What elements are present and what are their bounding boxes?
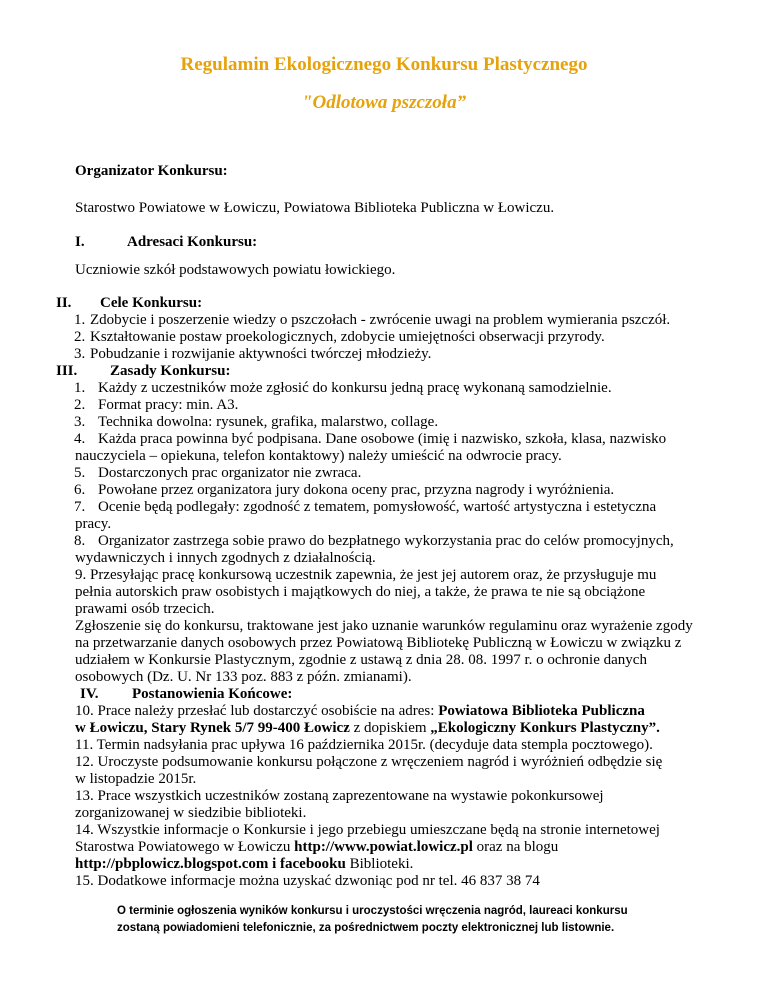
item-text: Powołane przez organizatora jury dokona oceny prac, przyzna nagrody i wyróżnienia. — [98, 482, 615, 498]
section-1-heading — [75, 234, 715, 251]
section-1-title: Adresaci Konkursu: — [127, 234, 258, 250]
item-number: 4. — [74, 431, 86, 447]
consent-text: udziałem w Konkursie Plastycznym, zgodnie z ustawą z dnia 28. 08. 1997 r. o ochronie danych — [75, 652, 647, 668]
item-number: 5. — [74, 465, 86, 481]
item-number: 8. — [74, 533, 86, 549]
blog-link[interactable]: http://pbplowicz.blogspot.com i facebooku — [75, 856, 346, 872]
item-text: Organizator zastrzega sobie prawo do bezpłatnego wykorzystania prac do celów promocyjnych, — [98, 533, 674, 549]
rule-item-continuation — [75, 856, 715, 873]
rule-item — [74, 380, 714, 397]
section-1-text: Uczniowie szkół podstawowych powiatu łowickiego. — [75, 262, 396, 278]
rule-item — [74, 397, 714, 414]
consent-text: na przetwarzanie danych osobowych przez Powiatową Bibliotekę Publiczną w Łowiczu w związku z — [75, 635, 682, 651]
section-3-number: III. — [56, 363, 78, 379]
item-text: Format pracy: min. A3. — [98, 397, 239, 413]
rule-item: 14. Wszystkie informacje o Konkursie i jego przebiegu umieszczane będą na stronie internetowej — [75, 822, 660, 838]
item-text: Pobudzanie i rozwijanie aktywności twórczej młodzieży. — [90, 346, 432, 362]
consent-text: Zgłoszenie się do konkursu, traktowane jest jako uznanie warunków regulaminu oraz wyrażenie zgody — [75, 618, 693, 634]
section-2-number: II. — [56, 295, 72, 311]
rule-item: 12. Uroczyste podsumowanie konkursu połączone z wręczeniem nagród i wyróżnień odbędzie się — [75, 754, 663, 770]
section-1-number: I. — [75, 234, 85, 250]
rule-item: 11. Termin nadsyłania prac upływa 16 października 2015r. (decyduje data stempla pocztowego). — [75, 737, 653, 753]
section-2-item — [74, 329, 714, 346]
item-text: Zdobycie i poszerzenie wiedzy o pszczołach - zwrócenie uwagi na problem wymierania pszczół. — [90, 312, 671, 328]
item-text: Każdy z uczestników może zgłosić do konkursu jedną pracę wykonaną samodzielnie. — [98, 380, 612, 396]
consent-text: osobowych (Dz. U. Nr 133 poz. 883 z późn. zmianami). — [75, 669, 412, 685]
rule-item — [74, 431, 714, 448]
rule-item — [74, 482, 714, 499]
rule-item — [75, 703, 715, 720]
organizer-heading: Organizator Konkursu: — [75, 163, 228, 179]
item-number: 3. — [74, 346, 86, 362]
item-number: 3. — [74, 414, 86, 430]
document-subtitle: "Odlotowa pszczoła” — [301, 92, 467, 113]
rule-item-continuation: pełnia autorskich praw osobistych i majątkowych do niej, a także, że prawa te nie są obciążone — [75, 584, 646, 600]
item-number: 6. — [74, 482, 86, 498]
item-text: Technika dowolna: rysunek, grafika, malarstwo, collage. — [98, 414, 439, 430]
item-text: Dostarczonych prac organizator nie zwraca. — [98, 465, 362, 481]
footer-note: zostaną powiadomieni telefonicznie, za pośrednictwem poczty elektronicznej lub listownie. — [117, 922, 615, 934]
rule-item: 9. Przesyłając pracę konkursową uczestnik zapewnia, że jest jej autorem oraz, że przysługuje mu — [75, 567, 657, 583]
item-text: Starostwa Powiatowego w Łowiczu — [75, 839, 295, 855]
item-text: Biblioteki. — [345, 856, 414, 872]
section-2-item — [74, 312, 714, 329]
item-number: 2. — [74, 397, 86, 413]
item-text: oraz na blogu — [472, 839, 559, 855]
rule-item — [74, 533, 714, 550]
section-3-title: Zasady Konkursu: — [110, 363, 231, 379]
item-number: 7. — [74, 499, 86, 515]
section-2-heading — [56, 295, 696, 312]
organizer-text: Starostwo Powiatowe w Łowiczu, Powiatowa Biblioteka Publiczna w Łowiczu. — [75, 200, 555, 216]
rule-item-continuation: wydawniczych i innych zgodnych z działalnością. — [75, 550, 376, 566]
rule-item — [74, 499, 714, 516]
rule-item-continuation: w listopadzie 2015r. — [75, 771, 197, 787]
library-name: Powiatowa Biblioteka Publiczna — [438, 703, 645, 719]
item-text: Ocenie będą podlegały: zgodność z tematem, pomysłowość, wartość artystyczna i estetyczna — [98, 499, 657, 515]
section-4-number: IV. — [80, 686, 99, 702]
section-4-title: Postanowienia Końcowe: — [132, 686, 293, 702]
item-text: Każda praca powinna być podpisana. Dane osobowe (imię i nazwisko, szkoła, klasa, nazwisko — [98, 431, 667, 447]
section-2-item — [74, 346, 714, 363]
document-title: Regulamin Ekologicznego Konkursu Plastycznego — [180, 54, 588, 75]
item-number: 2. — [74, 329, 86, 345]
section-4-heading — [80, 686, 720, 703]
item-number: 1. — [74, 312, 86, 328]
rule-item — [74, 414, 714, 431]
rule-item-continuation: pracy. — [75, 516, 112, 532]
item-text: Kształtowanie postaw proekologicznych, zdobycie umiejętności obserwacji przyrody. — [90, 329, 605, 345]
envelope-note: „Ekologiczny Konkurs Plastyczny”. — [430, 720, 660, 736]
powiat-website-link[interactable]: http://www.powiat.lowicz.pl — [294, 839, 473, 855]
rule-item-continuation: zorganizowanej w siedzibie biblioteki. — [75, 805, 307, 821]
rule-item — [74, 465, 714, 482]
rule-item-continuation: prawami osób trzecich. — [75, 601, 215, 617]
rule-item: 15. Dodatkowe informacje można uzyskać dzwoniąc pod nr tel. 46 837 38 74 — [75, 873, 540, 889]
footer-note: O terminie ogłoszenia wyników konkursu i uroczystości wręczenia nagród, laureaci konkursu — [117, 905, 628, 917]
library-address: w Łowiczu, Stary Rynek 5/7 99-400 Łowicz — [75, 720, 350, 736]
section-3-heading — [56, 363, 696, 380]
section-2-title: Cele Konkursu: — [100, 295, 203, 311]
item-text: 10. Prace należy przesłać lub dostarczyć osobiście na adres: — [75, 703, 439, 719]
item-number: 1. — [74, 380, 86, 396]
rule-item: 13. Prace wszystkich uczestników zostaną zaprezentowane na wystawie pokonkursowej — [75, 788, 604, 804]
rule-item-continuation — [75, 720, 715, 737]
rule-item-continuation: nauczyciela – opiekuna, telefon kontaktowy) należy umieścić na odwrocie pracy. — [75, 448, 562, 464]
item-text: z dopiskiem — [349, 720, 431, 736]
rule-item-continuation — [75, 839, 715, 856]
